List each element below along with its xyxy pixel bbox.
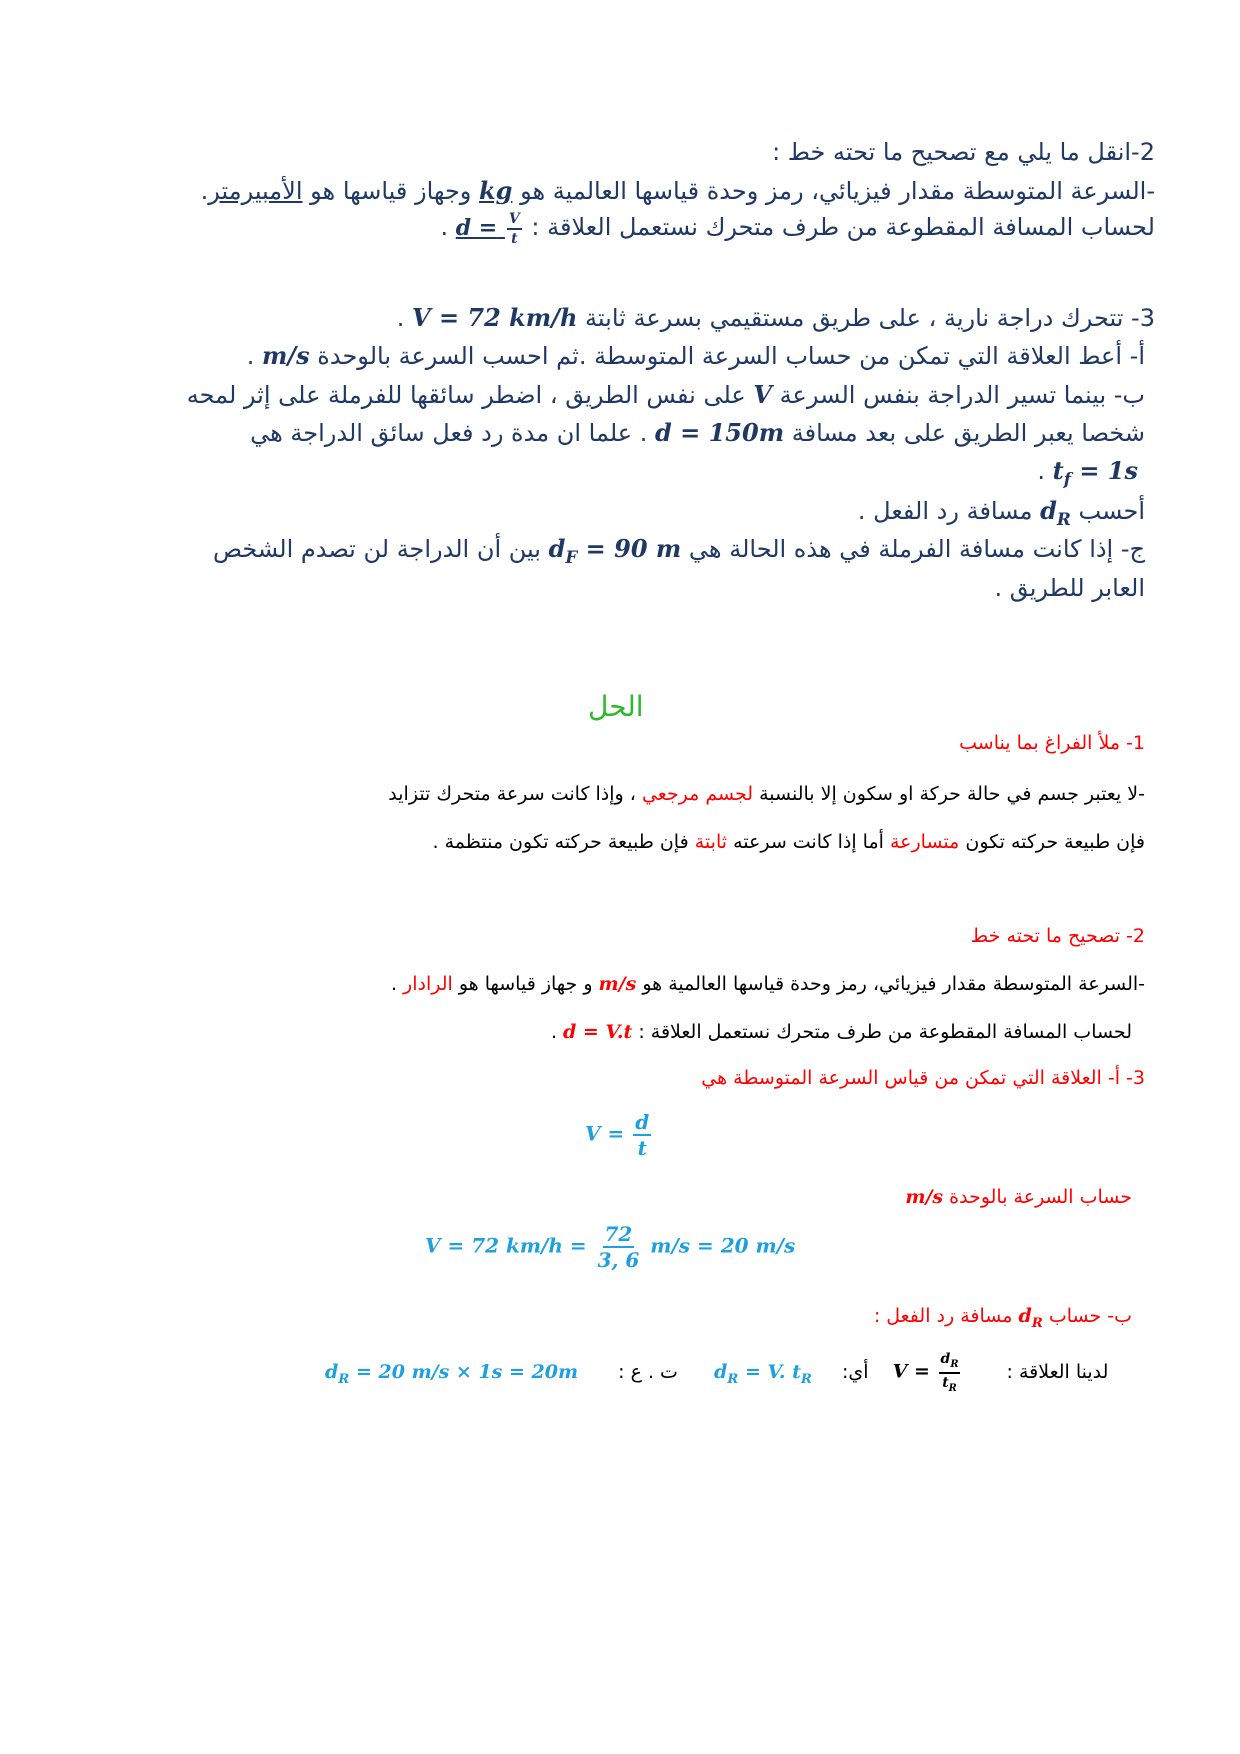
q3-c-line1: ج- إذا كانت مسافة الفرملة في هذه الحالة هي $d_F = 90$ m بين أن الدراجة لن تصدم الشخص bbox=[212, 534, 1145, 567]
q3-c-line2: العابر للطريق . bbox=[994, 574, 1145, 602]
formula-d-v-over-t: d = $\frac{V}{t}$ bbox=[455, 211, 520, 247]
unit-kg: kg bbox=[479, 176, 513, 205]
dr-numeric-result: $d_R = 20$ m/s × 1s = 20m bbox=[325, 1360, 579, 1387]
s2-line2: لحساب المسافة المقطوعة من طرف متحرك نستعمل العلاقة : d = V.t . bbox=[550, 1021, 1132, 1043]
q3-b-line3: $t_f = 1s$ . bbox=[1037, 456, 1138, 489]
s3b-heading: ب- حساب $d_R$ مسافة رد الفعل : bbox=[873, 1305, 1132, 1331]
s3-heading: 3- أ- العلاقة التي تمكن من قياس السرعة المتوسطة هي bbox=[701, 1067, 1145, 1089]
q3-b-line4: أحسب $d_R$ مسافة رد الفعل . bbox=[857, 496, 1145, 529]
v-dr-over-tr-formula: V = $\frac{d_R}{t_R}$ bbox=[892, 1351, 959, 1394]
q3-a: أ- أعط العلاقة التي تمكن من حساب السرعة المتوسطة .ثم احسب السرعة بالوحدة m/s . bbox=[246, 341, 1145, 370]
q3-b-line2: شخصا يعبر الطريق على بعد مسافة d = 150m . علما ان مدة رد فعل سائق الدراجة هي bbox=[250, 418, 1145, 447]
speed-conversion-calc: V = 72 km/h = $\frac{72}{3, 6}$ m/s = 20 m/s bbox=[425, 1222, 796, 1272]
q3-b-line1: ب- بينما تسير الدراجة بنفس السرعة V على نفس الطريق ، اضطر سائقها للفرملة على إثر لمحه bbox=[186, 380, 1145, 409]
dr-formula: $d_R = V$. $t_R$ bbox=[713, 1360, 812, 1387]
device-ammeter: الأمبيرمتر bbox=[208, 177, 303, 205]
s1-line2: فإن طبيعة حركته تكون متسارعة أما إذا كانت سرعته ثابتة فإن طبيعة حركته تكون منتظمة . bbox=[432, 831, 1145, 853]
s3b-calc-row: $d_R = 20$ m/s × 1s = 20m ت . ع : $d_R = V$. $t_R$ أي: V = $\frac{d_R}{t_R}$ لدينا العلاقة : bbox=[325, 1351, 1109, 1394]
s1-heading: 1- ملأ الفراغ بما يناسب bbox=[959, 732, 1145, 754]
q3-line1: 3- تتحرك دراجة نارية ، على طريق مستقيمي بسرعة ثابتة V = 72 km/h . bbox=[396, 303, 1155, 332]
q2-line1: -السرعة المتوسطة مقدار فيزيائي، رمز وحدة قياسها العالمية هو kg وجهاز قياسها هو الأمبيرمتر. bbox=[200, 176, 1155, 205]
q2-heading: 2-انقل ما يلي مع تصحيح ما تحته خط : bbox=[772, 138, 1155, 166]
q2-line2: لحساب المسافة المقطوعة من طرف متحرك نستعمل العلاقة : d = $\frac{V}{t}$ . bbox=[440, 211, 1155, 247]
formula-v-d-over-t: V = $\frac{d}{t}$ bbox=[585, 1110, 650, 1160]
solution-title: الحل bbox=[588, 690, 644, 723]
s2-heading: 2- تصحيح ما تحته خط bbox=[970, 925, 1145, 947]
s2-line1: -السرعة المتوسطة مقدار فيزيائي، رمز وحدة قياسها العالمية هو m/s و جهاز قياسها هو الرادار . bbox=[390, 973, 1145, 995]
s3-conversion-label: حساب السرعة بالوحدة m/s bbox=[905, 1186, 1132, 1208]
s1-line1: -لا يعتبر جسم في حالة حركة او سكون إلا بالنسبة لجسم مرجعي ، وإذا كانت سرعة متحرك تتزايد bbox=[388, 783, 1145, 805]
